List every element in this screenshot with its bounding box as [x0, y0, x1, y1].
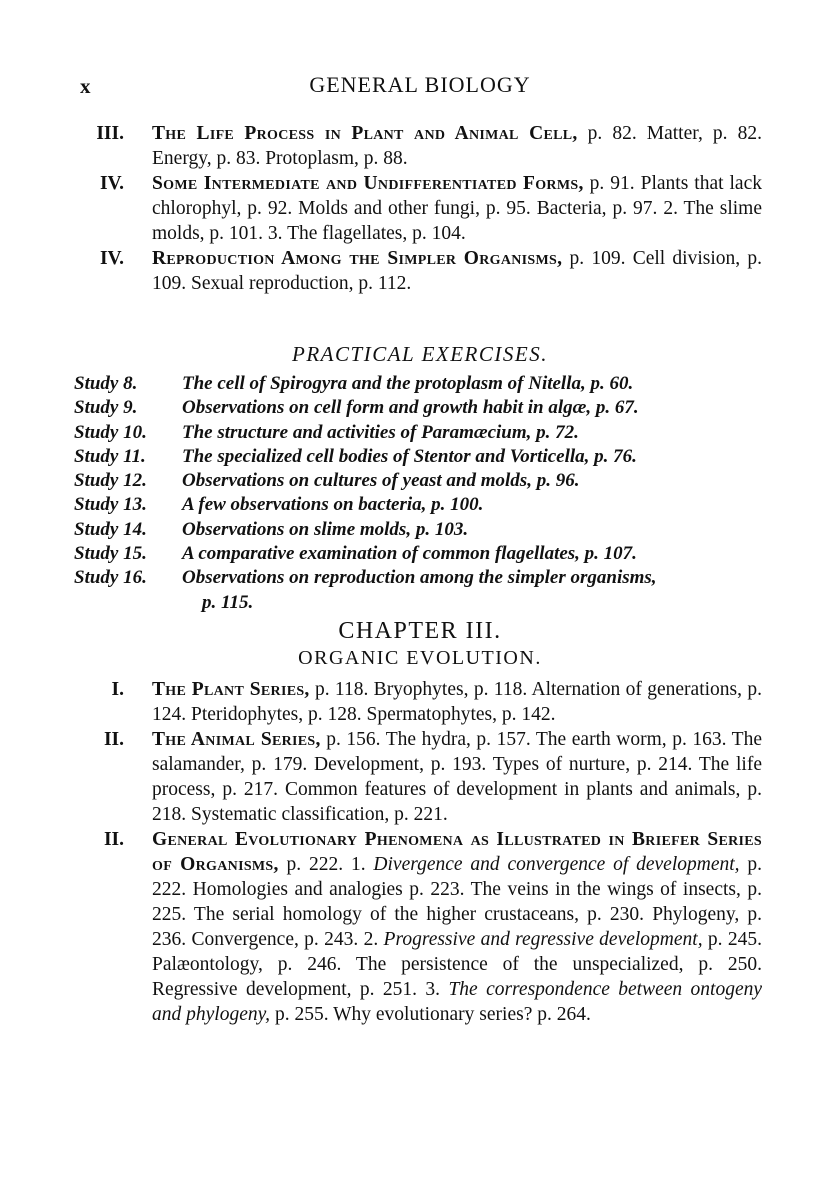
practical-exercises-heading: PRACTICAL EXERCISES.	[292, 342, 548, 366]
entry-text: p. 245. Palæontology, p. 246. The persistence of the unspecialized, p. 250. Regressive development, p. 251. 3.	[152, 929, 762, 1000]
entry-number: III.	[96, 123, 124, 144]
study-item	[74, 542, 764, 566]
chapter-title: CHAPTER III.	[338, 618, 502, 644]
study-title: Observations on cultures of yeast and molds, p. 96.	[182, 470, 580, 492]
entry-text: p. 222. Homologies and analogies p. 223. The veins in the wings of insects, p. 225. The serial homology of the higher crustaceans, p. 230. Phylogeny, p. 236. Convergence, p. 243. 2.	[152, 854, 763, 950]
entry-text: p. 255. Why evolutionary series? p. 264.	[270, 1004, 591, 1025]
page-header	[0, 70, 840, 104]
study-title: Observations on slime molds, p. 103.	[182, 518, 469, 540]
entry-number: IV.	[99, 248, 124, 269]
entry-number: IV.	[99, 173, 124, 194]
entry-text: p. 156. The hydra, p. 157. The earth worm, p. 163. The salamander, p. 179. Development, p. 193. Types of nurture, p. 214. The life process, p. 217. Common features of development in plants and animals, p. 218. Systematic classification, p. 221.	[152, 729, 762, 825]
study-title: A comparative examination of common flagellates, p. 107.	[182, 543, 637, 565]
entry-number: II.	[103, 729, 124, 750]
study-item	[74, 396, 764, 420]
study-label: Study 8.	[74, 373, 138, 394]
entry-number: I.	[111, 679, 124, 700]
study-title: A few observations on bacteria, p. 100.	[182, 494, 484, 516]
study-item	[74, 445, 764, 469]
study-label: Study 14.	[74, 518, 147, 540]
entry-heading: General Evolutionary Phenomena as Illustrated in Briefer Series of Organisms,	[152, 829, 762, 875]
study-label: Study 12.	[74, 470, 147, 492]
toc-entry	[72, 171, 762, 246]
entry-text: p. 91. Plants that lack chlorophyl, p. 92. Molds and other fungi, p. 95. Bacteria, p. 97. 2. The slime molds, p. 101. 3. The flagellates, p. 104.	[152, 173, 762, 244]
entry-text: p. 109. Cell division, p. 109. Sexual reproduction, p. 112.	[152, 248, 762, 294]
study-item	[74, 566, 764, 590]
running-title: GENERAL BIOLOGY	[309, 72, 531, 97]
entry-italic-topic: The correspondence between ontogeny and phylogeny,	[152, 979, 763, 1025]
entry-heading: The Life Process in Plant and Animal Cell,	[152, 123, 578, 144]
entry-heading: The Animal Series,	[152, 729, 321, 750]
study-title: Observations on reproduction among the simpler organisms,	[182, 567, 657, 589]
toc-entry	[72, 827, 762, 1027]
study-label: Study 11.	[74, 445, 146, 467]
study-label: Study 16.	[74, 567, 147, 589]
study-title: The cell of Spirogyra and the protoplasm of Nitella, p. 60.	[182, 373, 634, 394]
toc-entry	[72, 121, 762, 171]
study-item	[74, 493, 764, 517]
study-label: Study 9.	[74, 397, 138, 419]
study-label: Study 15.	[74, 543, 147, 565]
study-label: Study 13.	[74, 494, 147, 516]
entry-number: II.	[103, 829, 124, 850]
study-item	[74, 469, 764, 493]
study-list	[74, 372, 764, 615]
toc-entry	[72, 677, 762, 727]
page-number: x	[80, 74, 91, 98]
study-item	[74, 421, 764, 445]
toc-top	[72, 121, 762, 296]
toc-entry	[72, 727, 762, 827]
study-item	[74, 518, 764, 542]
toc-entry	[72, 246, 762, 296]
entry-text: p. 118. Bryophytes, p. 118. Alternation of generations, p. 124. Pteridophytes, p. 128. Spermatophytes, p. 142.	[152, 679, 762, 725]
study-title: Observations on cell form and growth habit in algæ, p. 67.	[182, 397, 639, 419]
entry-italic-topic: Divergence and convergence of development,	[373, 854, 740, 875]
study-title: The structure and activities of Paramæcium, p. 72.	[182, 421, 579, 443]
entry-text: p. 82. Matter, p. 82. Energy, p. 83. Protoplasm, p. 88.	[152, 123, 762, 169]
entry-italic-topic: Progressive and regressive development,	[383, 929, 703, 950]
chapter-subtitle: ORGANIC EVOLUTION.	[298, 647, 542, 669]
entry-heading: Some Intermediate and Undifferentiated Forms,	[152, 173, 584, 194]
entry-heading: The Plant Series,	[152, 679, 310, 700]
study-label: Study 10.	[74, 421, 147, 443]
study-item	[74, 372, 764, 396]
entry-text: p. 222. 1.	[278, 854, 374, 875]
study-title: The specialized cell bodies of Stentor and Vorticella, p. 76.	[182, 445, 637, 467]
entry-heading: Reproduction Among the Simpler Organisms,	[152, 248, 563, 269]
study-continuation: p. 115.	[202, 591, 254, 613]
toc-bottom	[72, 677, 762, 1027]
